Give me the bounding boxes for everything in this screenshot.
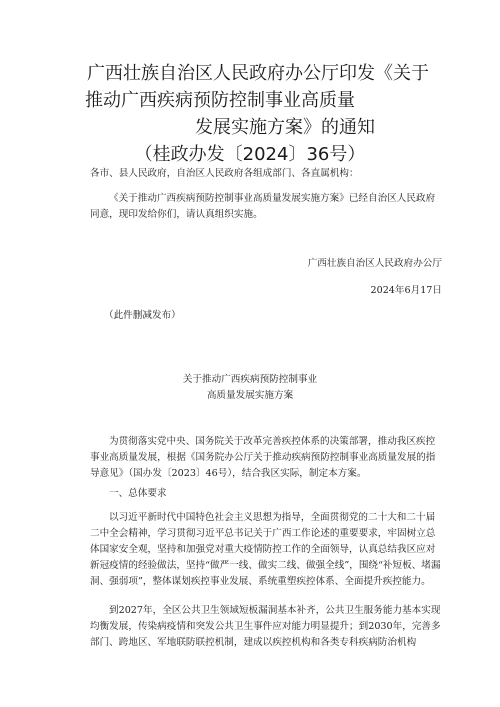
title-line-3: 发展实施方案》的通知 [195,117,375,138]
plan-intro: 为贯彻落实党中央、国务院关于改革完善疾控体系的决策部署，推动我区疾控事业高质量发展，根据《国务院办公厅关于推动疾病预防控制事业高质量发展的指导意见》（国办发〔2023〕46号），结合我区实际，制定本方案。 [90,436,436,479]
title-line-1: 广西壮族自治区人民政府办公厅印发《关于 [87,63,429,84]
issue-date: 2024年6月17日 [370,285,442,296]
section-paragraph: 以习近平新时代中国特色社会主义思想为指导，全面贯彻党的二十大和二十届二中全会精神，学习贯彻习近平总书记关于广西工作论述的重要要求，牢固树立总体国家安全观，坚持和加强党对重大疫情防控工作的全面领导，认真总结我区应对新冠疫情的经验做法，坚持“做严一线、做实二线、做强全线”，围绕“补短板、堵漏洞、强弱项”，整体谋划疾控事业发展、系统重塑疾控体系、全面提升疾控能力。 [90,512,441,587]
plan-title-line-1: 关于推动广西疾病预防控制事业 [182,374,318,385]
title-line-2: 推动广西疾病预防控制事业高质量 [85,90,355,111]
salutation: 各市、县人民政府，自治区人民政府各组成部门、各直属机构： [90,168,359,179]
section-heading: 一、总体要求 [109,488,167,499]
section-paragraph: 到2027年，全区公共卫生领域短板漏洞基本补齐，公共卫生服务能力基本实现均衡发展，传染病疫情和突发公共卫生事件应对能力明显提升；到2030年，完善多部门、跨地区、军地联防联控机制，建成以疾控机构和各类专科疾病防治机构 [90,605,441,648]
document-title [0,60,500,168]
notice-body: 《关于推动广西疾病预防控制事业高质量发展实施方案》已经自治区人民政府同意，现印发给你们，请认真组织实施。 [90,193,436,220]
publication-note: （此件删减发布） [104,310,181,321]
plan-title-line-2: 高质量发展实施方案 [206,390,294,401]
title-line-4: （桂政办发〔2024〕36号） [134,144,366,165]
issuer: 广西壮族自治区人民政府办公厅 [307,258,442,269]
